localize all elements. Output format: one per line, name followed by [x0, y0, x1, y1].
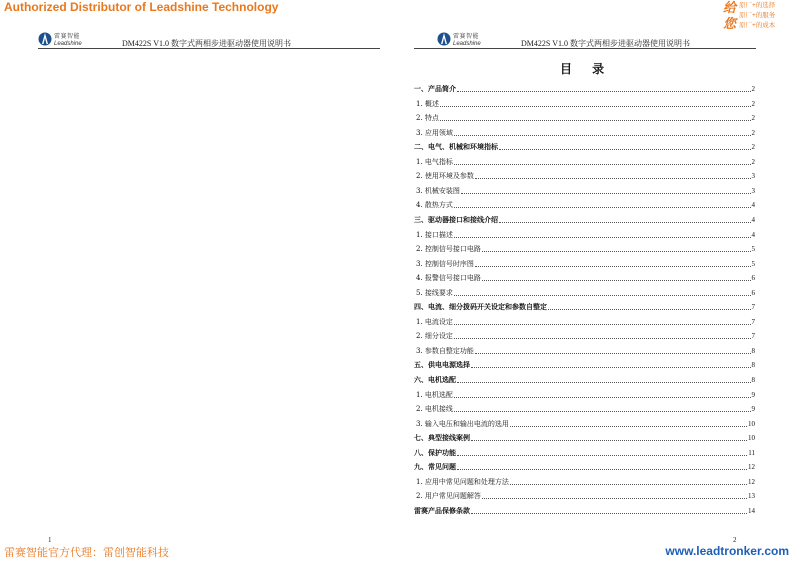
toc-entry[interactable]	[414, 460, 755, 472]
toc-entry-page: 4	[751, 201, 755, 210]
toc-dot-leader	[471, 513, 747, 514]
toc-entry-page: 9	[751, 390, 755, 399]
toc-entry[interactable]	[414, 82, 755, 94]
toc-entry-page: 2	[751, 143, 755, 152]
toc-entry-label: 3. 参数自整定功能	[416, 346, 474, 355]
toc-entry-page: 6	[751, 288, 755, 297]
toc-entry[interactable]	[414, 300, 755, 312]
toc-entry[interactable]	[414, 213, 755, 225]
toc-entry-page: 12	[748, 463, 755, 472]
toc-entry[interactable]	[414, 286, 755, 298]
toc-heading: 目 录	[560, 62, 613, 76]
toc-dot-leader	[482, 251, 751, 252]
right-header-rule	[414, 48, 756, 49]
stamp-char: 您	[723, 17, 737, 32]
toc-entry[interactable]	[414, 228, 755, 240]
toc-entry-page: 2	[751, 99, 755, 108]
toc-dot-leader	[454, 295, 751, 296]
toc-entry-page: 7	[751, 317, 755, 326]
toc-dot-leader	[471, 367, 751, 368]
toc-dot-leader	[440, 106, 751, 107]
toc-entry-label: 2. 控制信号接口电路	[416, 245, 481, 254]
toc-dot-leader	[454, 135, 751, 136]
stamp-line: 原厂+的选择	[739, 2, 776, 9]
toc-dot-leader	[510, 484, 747, 485]
logo-en-text: Leadshine	[453, 41, 481, 47]
promo-stamp	[723, 0, 787, 34]
toc-dot-leader	[499, 149, 751, 150]
toc-entry-page: 13	[748, 492, 755, 501]
toc-dot-leader	[454, 237, 751, 238]
toc-entry-page: 3	[751, 186, 755, 195]
website-link[interactable]: www.leadtronker.com	[665, 544, 789, 558]
toc-entry-page: 9	[751, 405, 755, 414]
logo-cn-text: 雷赛智能	[453, 34, 480, 40]
left-header-title: DM422S V1.0 数字式两相步进驱动器使用说明书	[122, 39, 291, 48]
toc-entry[interactable]	[414, 97, 755, 109]
toc-entry-label: 3. 输入电压和输出电流的选用	[416, 419, 509, 428]
left-page-header	[38, 24, 82, 48]
distributor-banner: Authorized Distributor of Leadshine Technology	[4, 0, 279, 14]
toc-entry-label: 1. 电机选配	[416, 390, 453, 399]
toc-entry-label: 一、产品简介	[414, 85, 456, 93]
stamp-line: 原厂+的服务	[739, 12, 776, 19]
toc-dot-leader	[454, 411, 751, 412]
toc-entry[interactable]	[414, 446, 755, 458]
toc-entry-label: 五、供电电源选择	[414, 361, 470, 370]
toc-dot-leader	[457, 91, 751, 92]
toc-entry[interactable]	[414, 475, 755, 487]
toc-entry[interactable]	[414, 417, 755, 429]
toc-entry-page: 3	[751, 172, 755, 181]
toc-entry[interactable]	[414, 315, 755, 327]
toc-entry-label: 2. 细分设定	[416, 332, 453, 341]
toc-dot-leader	[454, 338, 751, 339]
toc-dot-leader	[457, 455, 747, 456]
toc-entry-label: 1. 电流设定	[416, 317, 453, 326]
toc-entry-label: 三、驱动器接口和接线介绍	[414, 215, 498, 224]
toc-entry-label: 雷赛产品保修条款	[414, 506, 470, 515]
toc-entry-page: 5	[751, 259, 755, 268]
logo-cn-text: 雷赛智能	[54, 34, 81, 40]
toc-entry-page: 11	[748, 448, 755, 457]
toc-entry-label: 2. 使用环境及参数	[416, 172, 474, 181]
toc-entry-page: 4	[751, 230, 755, 239]
logo-en-text: Leadshine	[54, 41, 82, 47]
toc-entry[interactable]	[414, 155, 755, 167]
toc-entry[interactable]	[414, 126, 755, 138]
toc-dot-leader	[475, 178, 751, 179]
right-page-header	[437, 24, 481, 48]
toc-entry-page: 8	[751, 376, 755, 384]
toc-entry-label: 八、保护功能	[414, 448, 456, 457]
toc-entry-label: 4. 散热方式	[416, 201, 453, 210]
toc-entry[interactable]	[414, 169, 755, 181]
left-page-number: 1	[48, 536, 52, 544]
toc-entry[interactable]	[414, 373, 755, 385]
toc-entry[interactable]	[414, 344, 755, 356]
toc-entry[interactable]	[414, 489, 755, 501]
toc-entry-label: 六、电机选配	[414, 376, 456, 384]
toc-entry-label: 5. 接线要求	[416, 288, 453, 297]
toc-entry[interactable]	[414, 140, 755, 152]
toc-entry-page: 7	[751, 303, 755, 312]
toc-entry-label: 七、典型接线案例	[414, 434, 470, 443]
toc-entry[interactable]	[414, 431, 755, 443]
toc-entry-page: 4	[751, 215, 755, 224]
toc-dot-leader	[457, 382, 751, 383]
toc-entry-page: 2	[751, 85, 755, 93]
stamp-char: 给	[723, 1, 737, 16]
toc-entry[interactable]	[414, 257, 755, 269]
toc-entry-label: 四、电流、细分拨码开关设定和参数自整定	[414, 303, 547, 312]
toc-entry-page: 8	[751, 361, 755, 370]
toc-entry-label: 2. 用户常见问题解答	[416, 492, 481, 501]
toc-entry-label: 1. 概述	[416, 99, 439, 108]
toc-dot-leader	[499, 222, 751, 223]
toc-entry-label: 1. 电气指标	[416, 157, 453, 166]
toc-dot-leader	[454, 207, 751, 208]
toc-entry[interactable]	[414, 242, 755, 254]
toc-entry[interactable]	[414, 402, 755, 414]
toc-dot-leader	[454, 164, 751, 165]
toc-dot-leader	[475, 353, 751, 354]
left-header-rule	[38, 48, 380, 49]
toc-entry-label: 九、常见问题	[414, 463, 456, 472]
toc-dot-leader	[471, 440, 747, 441]
agent-footer: 雷赛智能官方代理：雷创智能科技	[4, 546, 169, 559]
toc-entry-page: 7	[751, 332, 755, 341]
toc-dot-leader	[457, 469, 747, 470]
toc-entry-label: 2. 特点	[416, 114, 439, 123]
toc-dot-leader	[461, 193, 751, 194]
toc-dot-leader	[482, 498, 747, 499]
toc-entry[interactable]	[414, 358, 755, 370]
toc-entry[interactable]	[414, 329, 755, 341]
leadshine-logo-icon	[437, 30, 451, 48]
leadshine-logo	[437, 30, 481, 48]
toc-entry[interactable]	[414, 198, 755, 210]
toc-entry-page: 10	[748, 434, 755, 443]
toc-entry-page: 12	[748, 477, 755, 486]
right-page-number: 2	[733, 536, 737, 544]
toc-dot-leader	[475, 266, 751, 267]
toc-entry-label: 二、电气、机械和环境指标	[414, 143, 498, 152]
stamp-line: 原厂+的成本	[739, 22, 776, 29]
toc-dot-leader	[440, 120, 751, 121]
toc-entry-page: 8	[751, 346, 755, 355]
toc-entry-page: 2	[751, 114, 755, 123]
leadshine-logo	[38, 30, 82, 48]
toc-entry-label: 1. 接口描述	[416, 230, 453, 239]
toc-dot-leader	[482, 280, 751, 281]
toc-entry-label: 3. 应用领域	[416, 128, 453, 137]
toc-entry-label: 3. 控制信号时序图	[416, 259, 474, 268]
toc-dot-leader	[548, 309, 751, 310]
toc-entry-label: 2. 电机接线	[416, 405, 453, 414]
toc-dot-leader	[510, 426, 747, 427]
toc-entry-label: 3. 机械安装图	[416, 186, 460, 195]
toc-entry[interactable]	[414, 111, 755, 123]
toc-entry-page: 2	[751, 128, 755, 137]
toc-entry[interactable]	[414, 271, 755, 283]
toc-entry[interactable]	[414, 504, 755, 516]
toc-entry-page: 5	[751, 245, 755, 254]
toc-entry-label: 4. 报警信号接口电路	[416, 274, 481, 283]
toc-entry[interactable]	[414, 184, 755, 196]
toc-entry[interactable]	[414, 388, 755, 400]
leadshine-logo-icon	[38, 30, 52, 48]
toc-entry-label: 1. 应用中常见问题和处理方法	[416, 477, 509, 486]
right-header-title: DM422S V1.0 数字式两相步进驱动器使用说明书	[521, 39, 690, 48]
toc-entry-page: 14	[748, 506, 755, 515]
toc-dot-leader	[454, 397, 751, 398]
toc-entry-page: 10	[748, 419, 755, 428]
toc-entry-page: 2	[751, 157, 755, 166]
toc-dot-leader	[454, 324, 751, 325]
toc-entry-page: 6	[751, 274, 755, 283]
